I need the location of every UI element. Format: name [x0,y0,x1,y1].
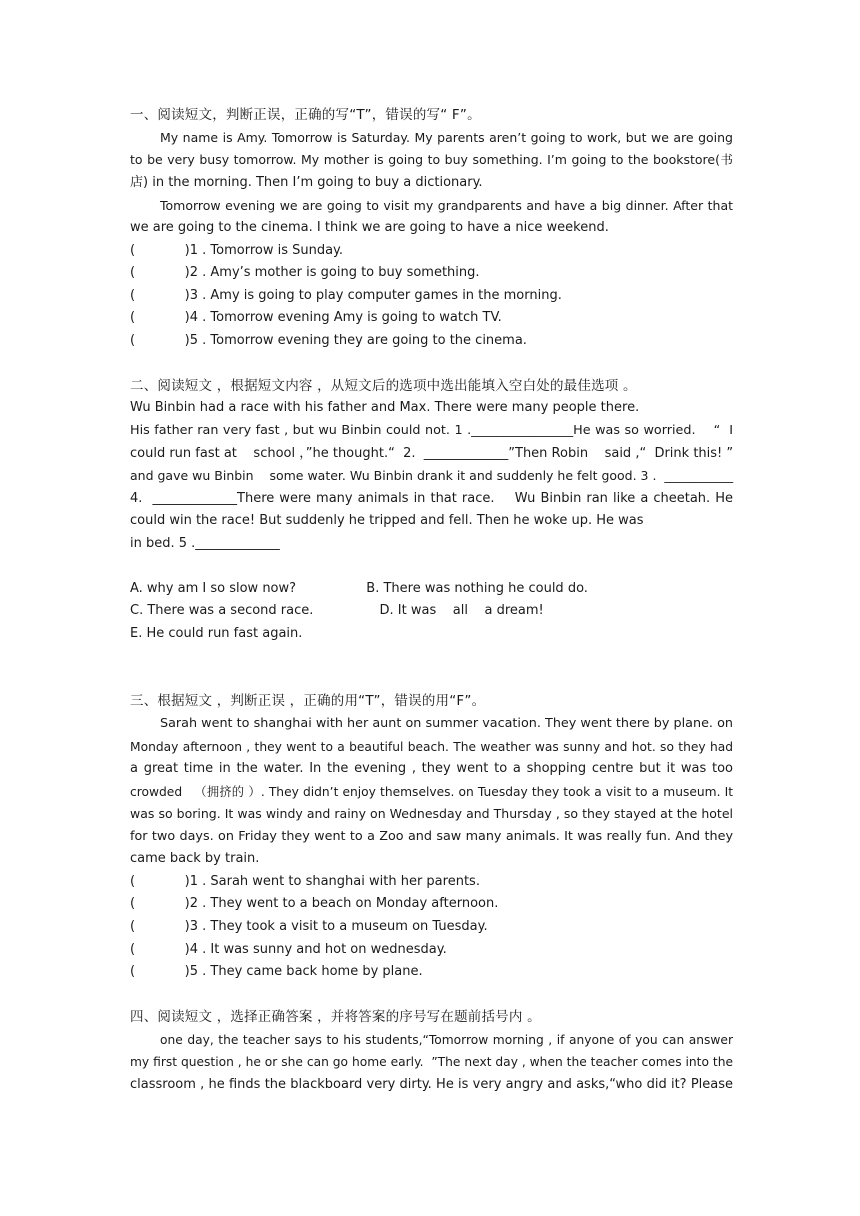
sec3-para-line7: came back by train. [130,851,260,866]
sec2-line3: could run fast at school ，”he thought.“ 2. _____________”Then Robin said ,“ Drink this! ” [130,446,734,461]
sec4-para-line2: my first question , he or she can go home early. ”The next day , when the teacher comes into the [130,1055,733,1069]
sec1-para1-line1: My name is Amy. Tomorrow is Saturday. My parents aren’t going to work, but we are going [160,130,733,145]
sec1-question-5: ( )5 . Tomorrow evening they are going to the cinema. [130,333,527,348]
sec3-para-line6: for two days. on Friday they went to a Zoo and saw many animals. It was really fun. And they [130,829,733,844]
sec2-line5: 4. _____________There were many animals in that race. Wu Binbin ran like a cheetah. He [130,491,733,506]
sec1-para2-line2: we are going to the cinema. I think we are going to have a nice weekend. [130,220,609,235]
sec3-question-5: ( )5 . They came back home by plane. [130,964,423,979]
sec1-question-2: ( )2 . Amy’s mother is going to buy something. [130,265,480,280]
section3-heading: 三、根据短文 ，判断正误 ，正确的用“T”，错误的用“F”。 [130,693,486,709]
sec2-options-1: A. why am I so slow now? B. There was nothing he could do. [130,581,588,596]
sec3-question-2: ( )2 . They went to a beach on Monday afternoon. [130,896,499,911]
sec1-question-3: ( )3 . Amy is going to play computer games in the morning. [130,288,562,303]
sec3-para-line1: Sarah went to shanghai with her aunt on summer vacation. They went there by plane. on [160,716,733,731]
sec3-question-3: ( )3 . They took a visit to a museum on Tuesday. [130,919,488,934]
section2-heading: 二、阅读短文 ，根据短文内容 ，从短文后的选项中选出能填入空白处的最佳选项 。 [130,378,637,394]
sec1-para1-line2: to be very busy tomorrow. My mother is going to buy something. I’m going to the bookstore(书 [130,152,733,167]
sec2-line4: and gave wu Binbin some water. Wu Binbin drank it and suddenly he felt good. 3 . ___________ [130,468,734,483]
sec3-question-1: ( )1 . Sarah went to shanghai with her parents. [130,874,480,889]
section1-heading: 一、阅读短文，判断正误，正确的写“T”，错误的写“ F”。 [130,107,481,123]
sec2-line2: His father ran very fast , but wu Binbin could not. 1 .________________He was so worried. “ I [130,423,733,438]
sec3-para-line3: a great time in the water. In the evening , they went to a shopping centre but it was too [130,761,733,776]
sec2-line1: Wu Binbin had a race with his father and Max. There were many people there. [130,400,640,415]
sec4-para-line1: one day, the teacher says to his students,“Tomorrow morning , if anyone of you can answer [160,1033,733,1047]
sec2-line6: could win the race! But suddenly he tripped and fell. Then he woke up. He was [130,513,644,528]
sec3-para-line2: Monday afternoon , they went to a beautiful beach. The weather was sunny and hot. so they had [130,740,733,754]
section4-heading: 四、阅读短文 ，选择正确答案 ，并将答案的序号写在题前括号内 。 [130,1009,541,1025]
sec1-para1-line3: 店) in the morning. Then I’m going to buy a dictionary. [130,175,483,190]
sec1-question-4: ( )4 . Tomorrow evening Amy is going to watch TV. [130,310,502,325]
sec1-para2-line1: Tomorrow evening we are going to visit my grandparents and have a big dinner. After that [160,198,733,213]
sec3-para-line4: crowded （拥挤的 ）. They didn’t enjoy themselves. on Tuesday they took a visit to a museum. It [130,785,733,799]
sec2-options-2: C. There was a second race. D. It was all a dream! [130,603,544,618]
sec2-options-3: E. He could run fast again. [130,626,303,641]
sec3-para-line5: was so boring. It was windy and rainy on Wednesday and Thursday , so they stayed at the hotel [130,806,733,821]
sec3-question-4: ( )4 . It was sunny and hot on wednesday. [130,942,447,957]
sec4-para-line3: classroom , he finds the blackboard very dirty. He is very angry and asks,“who did it? Please [130,1077,733,1092]
sec1-question-1: ( )1 . Tomorrow is Sunday. [130,243,344,258]
sec2-line7: in bed. 5 ._____________ [130,536,280,551]
